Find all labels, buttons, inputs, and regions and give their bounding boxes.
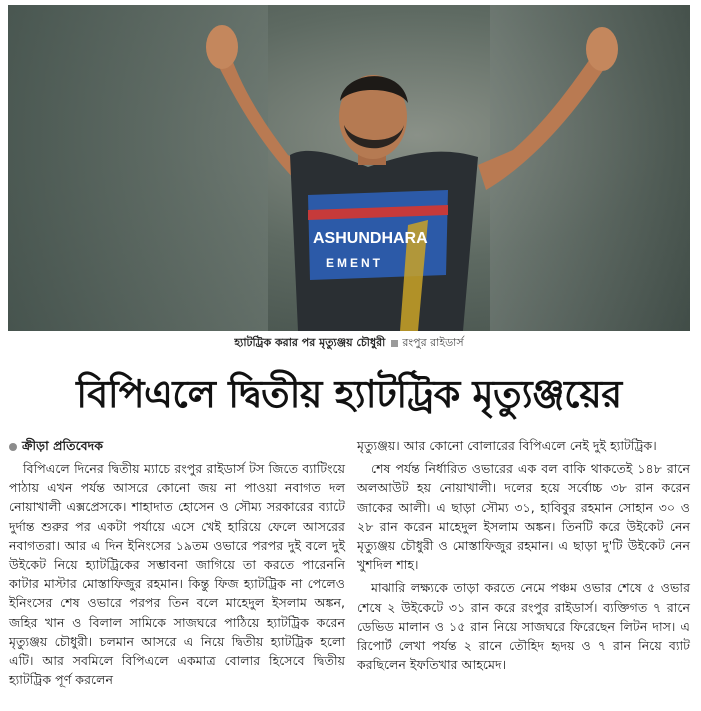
player-illustration (8, 5, 690, 331)
jersey-text-2: EMENT (326, 256, 383, 270)
caption-text: হ্যাটট্রিক করার পর মৃত্যুঞ্জয় চৌধুরী (234, 336, 386, 349)
paragraph: মাঝারি লক্ষ্যকে তাড়া করতে নেমে পঞ্চম ওভার শেষে ৫ ওভার শেষে ২ উইকেটে ৩১ রান করে রংপুর রাইডার্স। ব্যক্তিগত ৭ রানে ডেভিড মালান ও ১৫ রান নিয়ে সাজঘরে ফিরেছেন লিটন দাস। এ রিপোর্ট লেখা পর্যন্ত ২ রানে তৌহিদ হৃদয় ও ৭ রান নিয়ে ব্যাট করছিলেন ইফতিখার আহমেদ। (357, 580, 690, 673)
byline-text: ক্রীড়া প্রতিবেদক (22, 438, 104, 453)
photo-credit: রংপুর রাইডার্স (402, 336, 464, 349)
paragraph-continued: মৃত্যুঞ্জয়। আর কোনো বোলারের বিপিএলে নেই দুই হ্যাটট্রিক। (357, 438, 657, 453)
article-right-column (357, 436, 690, 674)
photo-caption (8, 333, 690, 353)
paragraph: বিপিএলে দিনের দ্বিতীয় ম্যাচে রংপুর রাইডার্স টস জিতে ব্যাটিংয়ে পাঠায় এখন পর্যন্ত আসরে কোনো জয় না পাওয়া নবাগত দল নোয়াখালী এক্সপ্রেসকে। শাহাদাত হোসেন ও সৌম্য সরকারের ব্যাটে দুর্দান্ত শুরুর পর একটা পর্যায়ে এসে খেই হারিয়ে ফেলে আসরের নবাগতরা। আর এ দিন ইনিংসের ১৯তম ওভারে পরপর দুই বলে দুই উইকেট নিয়ে হ্যাটট্রিকের সম্ভাবনা জাগিয়ে তা করতে পারেননি কাটার মাস্টার মোস্তাফিজুর রহমান। কিন্তু ফিজ হ্যাটট্রিক না পেলেও ইনিংসের শেষ ওভারে পরপর তিন বলে মাহেদুল ইসলাম অঙ্কন, জহির খান ও বিলাল সামিকে সাজঘরে পাঠিয়ে হ্যাটট্রিক করেন মৃত্যুঞ্জয় চৌধুরী। চলমান আসরে এ নিয়ে দ্বিতীয় হ্যাটট্রিক হলো এটি। আর সবমিলে বিপিএলে একমাত্র বোলার হিসেবে দ্বিতীয় হ্যাটট্রিক পূর্ণ করলেন (9, 461, 345, 688)
news-photo (8, 5, 690, 331)
byline-bullet (9, 443, 17, 451)
caption-separator (391, 340, 398, 347)
article-left-column (9, 436, 345, 689)
paragraph: শেষ পর্যন্ত নির্ধারিত ওভারের এক বল বাকি থাকতেই ১৪৮ রানে অলআউট হয় নোয়াখালী। দলের হয়ে সর্বোচ্চ ৩৮ রান করেন জাকের আলী। এ ছাড়া সৌম্য ৩১, হাবিবুর রহমান সোহান ৩০ ও ২৮ রান করেন মাহেদুল ইসলাম অঙ্কন। তিনটি করে উইকেট নেন মৃত্যুঞ্জয় চৌধুরী ও মোস্তাফিজুর রহমান। এ ছাড়া দু'টি উইকেট নেন খুশদিল শাহ। (357, 461, 690, 573)
byline (9, 436, 345, 455)
headline: বিপিএলে দ্বিতীয় হ্যাটট্রিক মৃত্যুঞ্জয়ের (76, 372, 622, 416)
jersey-text-1: ASHUNDHARA (313, 230, 428, 247)
